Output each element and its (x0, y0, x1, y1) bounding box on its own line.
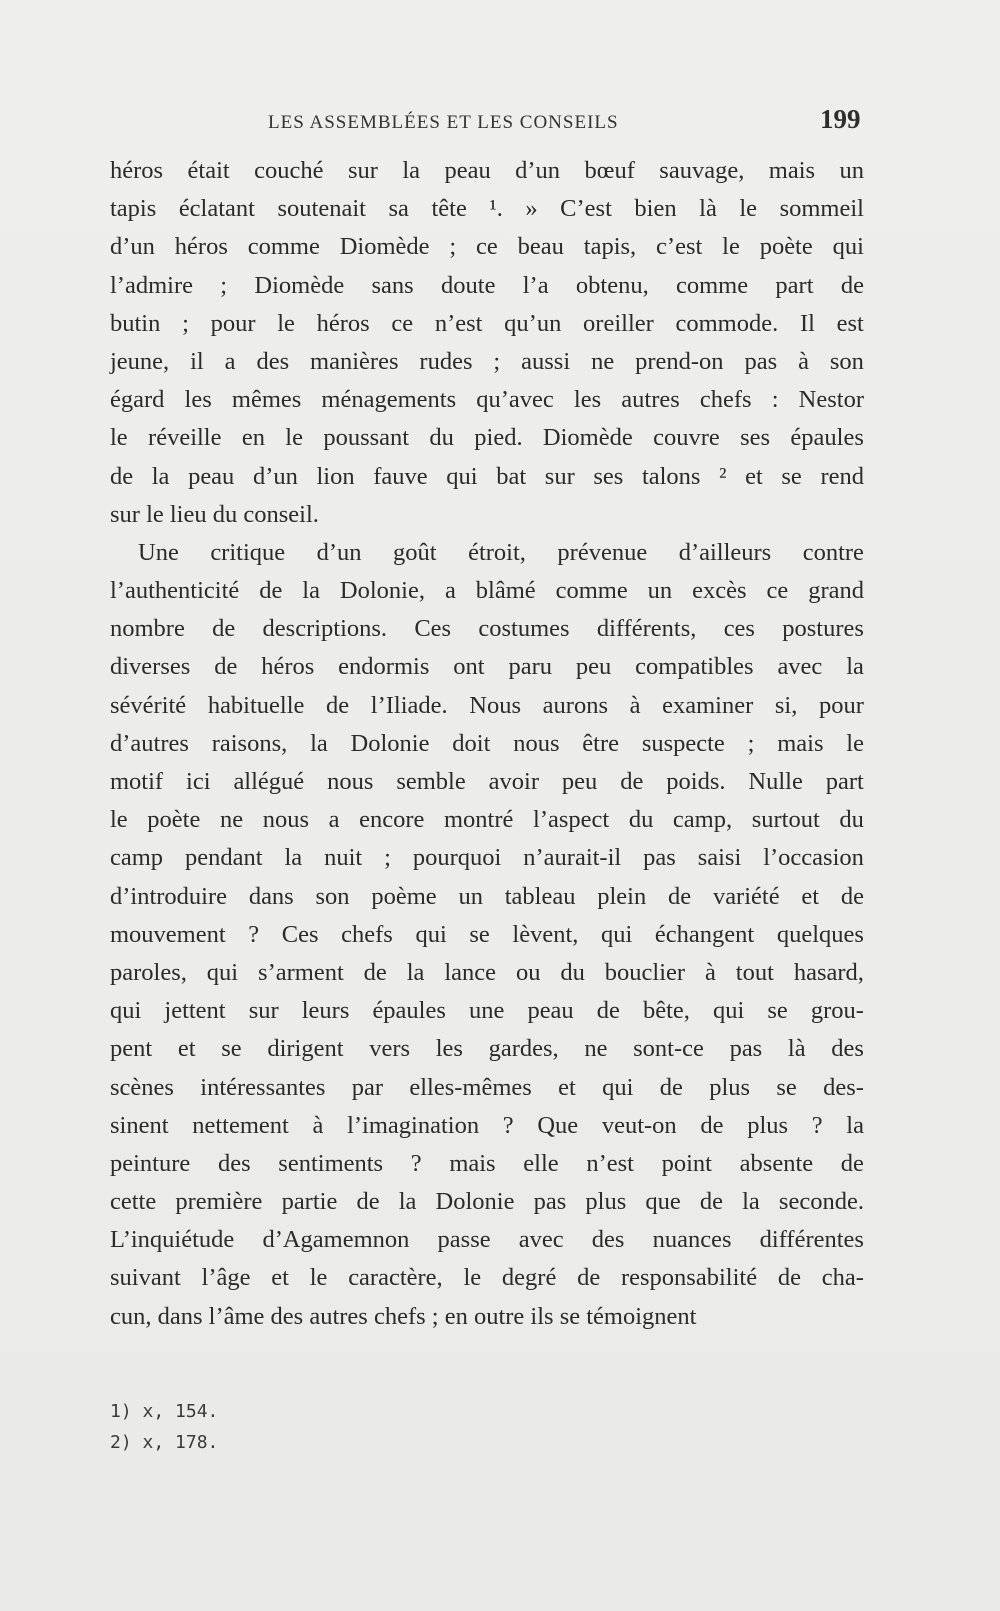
footnotes (110, 1396, 218, 1458)
text-line: paroles, qui s’arment de la lance ou du bouclier à tout hasard, (110, 958, 864, 986)
text-line: sur le lieu du conseil. (110, 500, 319, 528)
text-line: nombre de descriptions. Ces costumes différents, ces postures (110, 615, 864, 643)
text-line: cette première partie de la Dolonie pas plus que de la seconde. (110, 1188, 864, 1216)
footnote: 1) x, 154. (110, 1401, 219, 1422)
text-line: butin ; pour le héros ce n’est qu’un oreiller commode. Il est (110, 309, 864, 337)
text-line: sévérité habituelle de l’Iliade. Nous aurons à examiner si, pour (110, 691, 864, 719)
text-line: l’authenticité de la Dolonie, a blâmé comme un excès ce grand (110, 577, 864, 605)
footnote: 2) x, 178. (110, 1432, 219, 1453)
text-line: camp pendant la nuit ; pourquoi n’aurait-il pas saisi l’occasion (110, 844, 864, 872)
page-number: 199 (820, 104, 861, 134)
text-line: qui jettent sur leurs épaules une peau de bête, qui se grou- (110, 997, 864, 1025)
text-line: sinent nettement à l’imagination ? Que veut-on de plus ? la (110, 1111, 864, 1139)
text-line: d’autres raisons, la Dolonie doit nous être suspecte ; mais le (110, 729, 864, 757)
text-line: scènes intéressantes par elles-mêmes et qui de plus se des- (110, 1073, 864, 1101)
text-line: L’inquiétude d’Agamemnon passe avec des nuances différentes (110, 1226, 864, 1254)
body-text (110, 152, 864, 1336)
text-line: pent et se dirigent vers les gardes, ne sont-ce pas là des (110, 1035, 864, 1063)
text-line: jeune, il a des manières rudes ; aussi ne prend-on pas à son (110, 347, 864, 375)
text-line: héros était couché sur la peau d’un bœuf sauvage, mais un (110, 157, 864, 184)
text-line: motif ici allégué nous semble avoir peu de poids. Nulle part (110, 768, 864, 795)
text-line: d’un héros comme Diomède ; ce beau tapis, c’est le poète qui (110, 233, 864, 261)
text-line: Une critique d’un goût étroit, prévenue d’ailleurs contre (138, 538, 864, 566)
text-line: cun, dans l’âme des autres chefs ; en outre ils se témoignent (110, 1302, 697, 1330)
text-line: peinture des sentiments ? mais elle n’est point absente de (110, 1149, 864, 1177)
text-line: tapis éclatant soutenait sa tête ¹. » C’est bien là le sommeil (110, 195, 864, 223)
text-line: mouvement ? Ces chefs qui se lèvent, qui échangent quelques (110, 920, 864, 948)
text-line: suivant l’âge et le caractère, le degré de responsabilité de cha- (110, 1264, 864, 1292)
text-line: le réveille en le poussant du pied. Diomède couvre ses épaules (110, 424, 864, 452)
text-line: de la peau d’un lion fauve qui bat sur ses talons ² et se rend (110, 462, 864, 490)
text-line: d’introduire dans son poème un tableau plein de variété et de (110, 882, 864, 910)
text-line: le poète ne nous a encore montré l’aspect du camp, surtout du (110, 806, 864, 834)
text-line: égard les mêmes ménagements qu’avec les autres chefs : Nestor (110, 386, 864, 414)
running-title: LES ASSEMBLÉES ET LES CONSEILS (268, 112, 619, 133)
text-line: diverses de héros endormis ont paru peu compatibles avec la (110, 653, 864, 681)
text-line: l’admire ; Diomède sans doute l’a obtenu, comme part de (110, 271, 864, 299)
